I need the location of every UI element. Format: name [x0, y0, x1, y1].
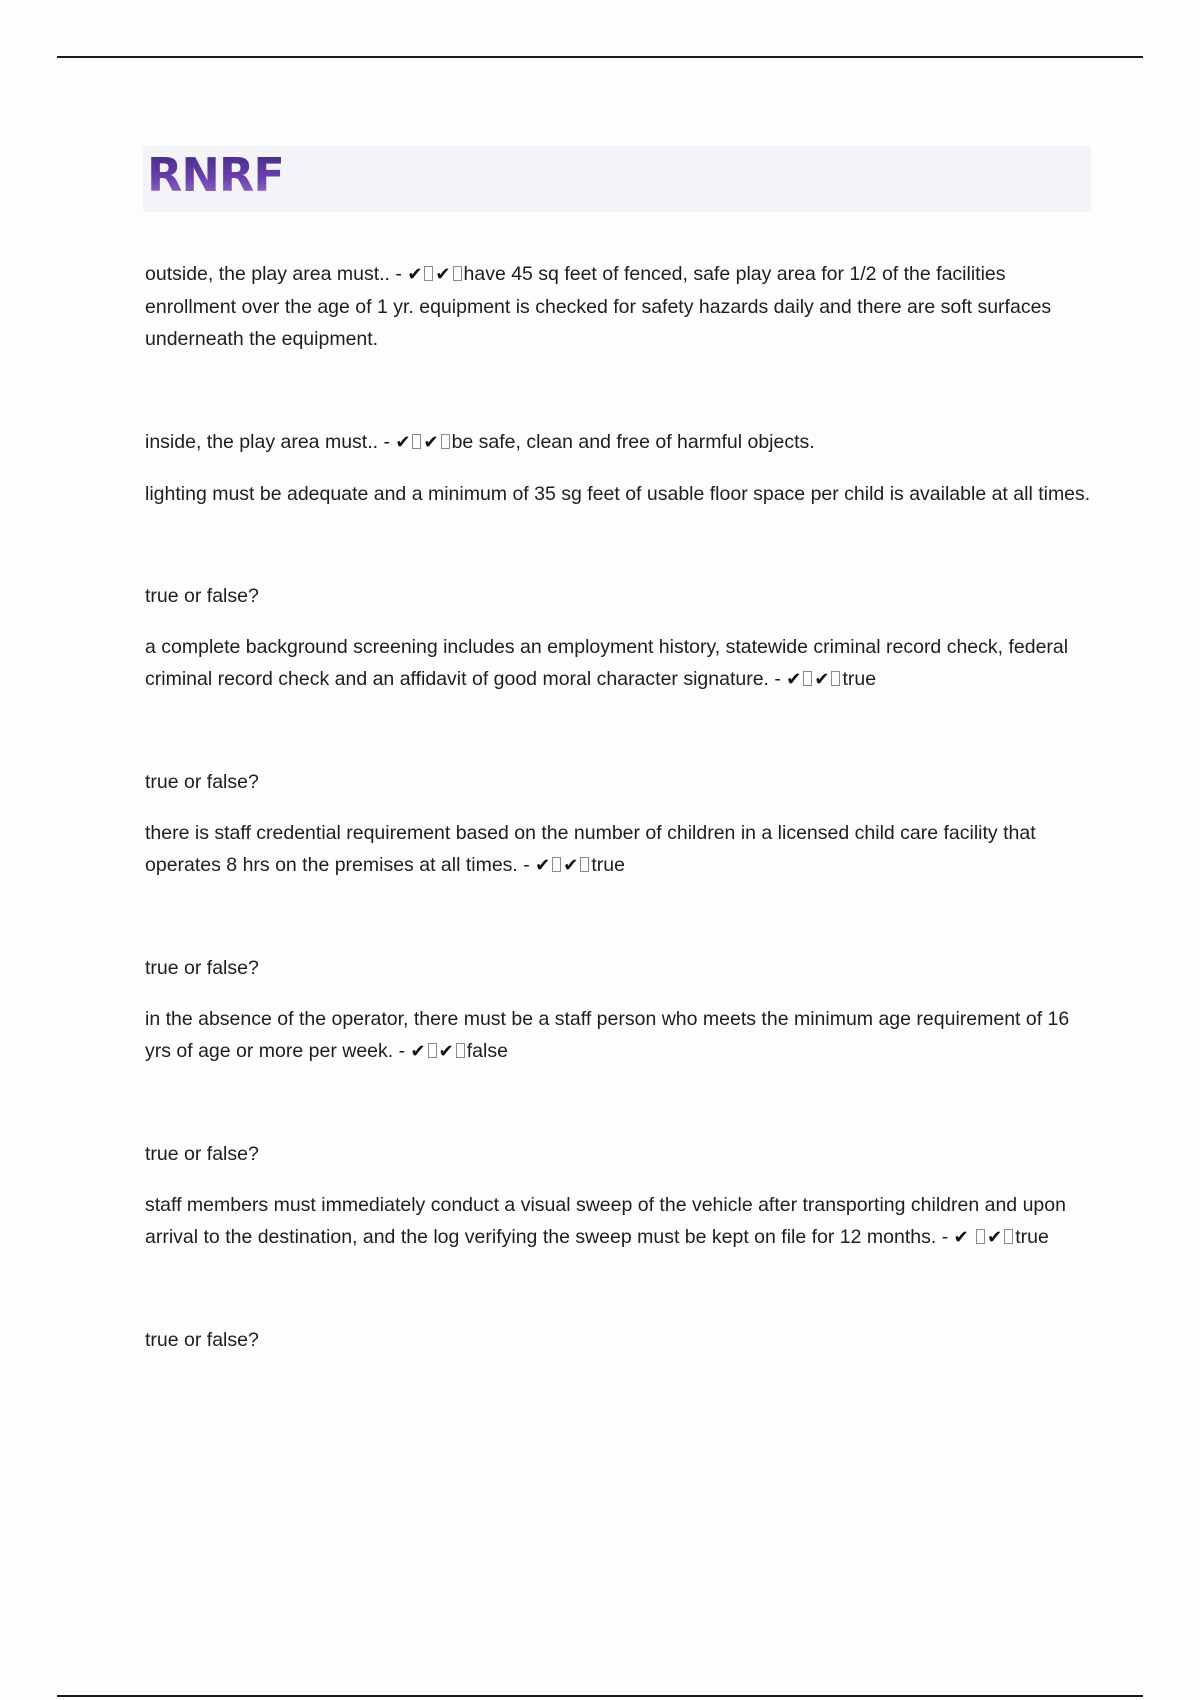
statement-text: staff members must immediately conduct a visual sweep of the vehicle after transporting children and upon arrival to the destination, and the log verifying the sweep must be kept on file for 12 months. -	[145, 1194, 1066, 1248]
true-false-prompt: true or false?	[145, 771, 259, 793]
missing-glyph-box-icon	[456, 1043, 465, 1058]
true-false-prompt: true or false?	[145, 585, 259, 607]
missing-glyph-box-icon	[803, 671, 812, 686]
statement-text: there is staff credential requirement based on the number of children in a licensed child care facility that operates 8 hrs on the premises at all times. -	[145, 822, 1036, 876]
missing-glyph-box-icon	[831, 671, 840, 686]
qa-staff-credential	[145, 817, 1100, 882]
check-mark-icon: ✔	[786, 669, 802, 690]
qa-outside-play-area	[145, 258, 1100, 355]
check-mark-icon: ✔	[423, 432, 439, 453]
lighting-requirement-text: lighting must be adequate and a minimum of 35 sg feet of usable floor space per child is available at all times.	[145, 483, 1091, 505]
missing-glyph-box-icon	[424, 266, 433, 281]
check-mark-icon: ✔	[535, 855, 551, 876]
missing-glyph-box-icon	[412, 434, 421, 449]
missing-glyph-box-icon	[453, 266, 462, 281]
header-banner	[143, 146, 1091, 212]
qa-inside-play-area	[145, 426, 1100, 459]
check-mark-icon: ✔	[438, 1041, 454, 1062]
bottom-rule	[57, 1695, 1143, 1697]
missing-glyph-box-icon	[428, 1043, 437, 1058]
document-body	[145, 258, 1100, 1356]
missing-glyph-box-icon	[441, 434, 450, 449]
missing-glyph-box-icon	[976, 1229, 985, 1244]
qa-operator-absence	[145, 1003, 1100, 1068]
true-false-prompt: true or false?	[145, 1329, 259, 1351]
answer-text: true	[591, 854, 625, 876]
answer-text: true	[842, 668, 877, 690]
check-mark-icon: ✔	[435, 264, 451, 285]
qa-background-screening	[145, 631, 1100, 696]
answer-text: false	[466, 1040, 508, 1062]
answer-text: be safe, clean and free of harmful objects.	[451, 431, 815, 453]
answer-text: true	[1015, 1226, 1049, 1248]
qa-vehicle-sweep	[145, 1189, 1100, 1254]
answer-text: have 45 sq feet of fenced, safe play area for 1/2 of the facilities enrollment over the age of 1 yr. equipment is checked for safety hazards daily and there are soft surfaces underneath the equipment.	[145, 263, 1052, 350]
check-mark-icon: ✔	[814, 669, 830, 690]
true-false-prompt: true or false?	[145, 957, 259, 979]
top-rule	[57, 56, 1143, 58]
rnrf-logo: RNRF	[147, 148, 284, 202]
check-mark-icon: ✔	[953, 1227, 969, 1248]
missing-glyph-box-icon	[580, 857, 589, 872]
check-mark-icon: ✔	[410, 1041, 426, 1062]
question-text: inside, the play area must.. -	[145, 431, 396, 453]
check-mark-icon: ✔	[563, 855, 579, 876]
missing-glyph-box-icon	[552, 857, 561, 872]
statement-text: a complete background screening includes an employment history, statewide criminal record check, federal criminal record check and an affidavit of good moral character signature. -	[145, 636, 1069, 690]
true-false-prompt: true or false?	[145, 1143, 259, 1165]
check-mark-icon: ✔	[395, 432, 411, 453]
question-text: outside, the play area must.. -	[145, 263, 408, 285]
missing-glyph-box-icon	[1004, 1229, 1013, 1244]
statement-text: in the absence of the operator, there must be a staff person who meets the minimum age requirement of 16 yrs of age or more per week. -	[145, 1008, 1070, 1062]
check-mark-icon: ✔	[987, 1227, 1003, 1248]
check-mark-icon: ✔	[407, 264, 423, 285]
